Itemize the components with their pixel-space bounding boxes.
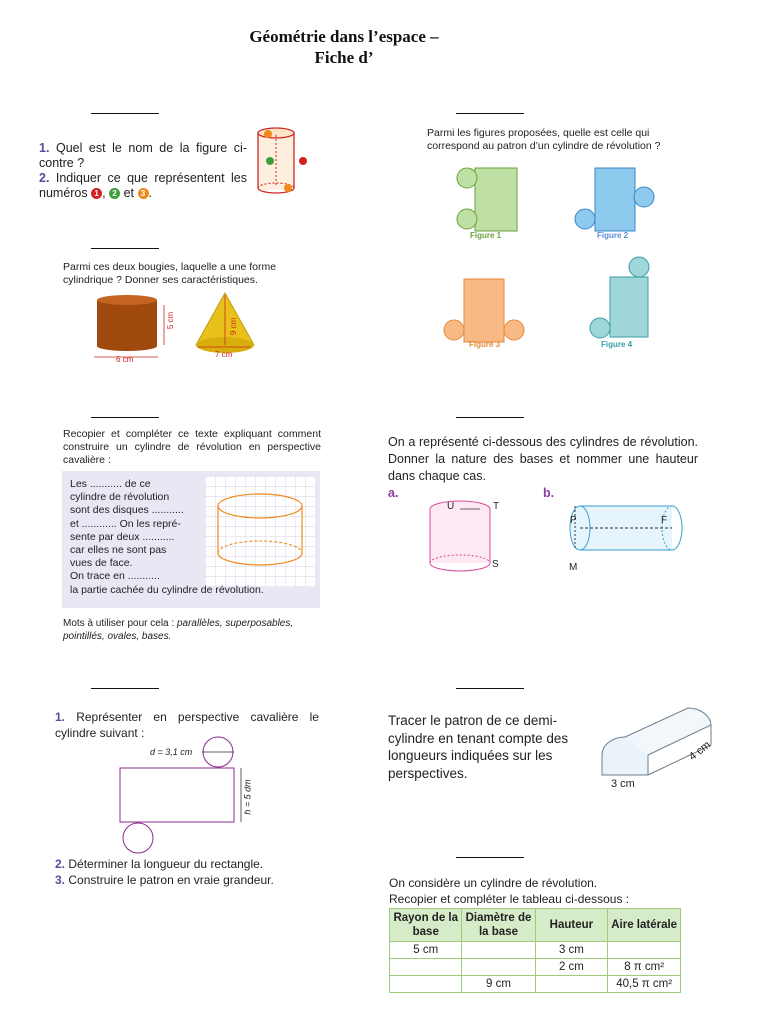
title-line-2: Fiche d’ [314,48,374,67]
dim-height-1: 5 cm [166,311,176,330]
exercise-3-text: Parmi ces deux bougies, laquelle a une forme cylindrique ? Donner ses caractéristiques. [63,261,277,286]
table-cell [390,959,462,976]
section-rule [456,113,524,114]
words-label: Mots à utiliser pour cela : [63,618,175,629]
section-rule [91,248,159,249]
point-p: P [570,515,577,526]
patterns-figure [425,158,685,354]
section-rule [456,417,524,418]
figure-3-label: Figure 3 [469,340,501,349]
fill-line: et ............ On les repré- [70,517,181,530]
table-cell [390,976,462,993]
point-t: T [493,501,500,512]
table-row [390,976,681,993]
exercise-7-text: Tracer le patron de ce demi-cylindre en tenant compte des longueurs indiquées sur les perspectives. [388,713,569,781]
label-b: b. [543,486,555,500]
label-a: a. [388,486,399,500]
half-cylinder-figure [598,700,718,780]
col-header: Diamètre de la base [462,909,535,942]
figure-1-label: Figure 1 [470,231,502,240]
table-row [390,959,681,976]
table-header-row [390,909,681,942]
fill-line: sente par deux ........... [70,530,175,543]
fill-line: la partie cachée du cylindre de révolution. [70,583,264,596]
exercise-4-intro: Recopier et compléter ce texte expliquant comment construire un cylindre de révolution en perspective cavalière : [63,428,321,466]
separator-et: et [123,186,135,200]
fill-line: car elles ne sont pas [70,544,167,557]
badge-2: 2 [109,188,120,199]
q2-text: Indiquer ce que représentent les numéros [39,171,247,200]
figure-2-label: Figure 2 [597,231,629,240]
table-cell [608,942,681,959]
table-cell: 5 cm [390,942,462,959]
section-rule [91,113,159,114]
data-table [389,908,681,993]
col-header: Rayon de la base [390,909,462,942]
fill-line: cylindre de révolution [70,491,170,504]
section-rule [91,417,159,418]
table-cell: 2 cm [535,959,608,976]
height-label: h = 5 dm [242,779,253,815]
table-cell: 40,5 π cm² [608,976,681,993]
table-cell: 8 π cm² [608,959,681,976]
dim-4cm: 4 cm [686,738,714,764]
cylinders-ab-figure [420,496,688,578]
page-title [0,26,688,68]
fill-line: vues de face. [70,557,133,570]
fill-in-text [70,478,325,597]
figure-4-label: Figure 4 [601,340,633,349]
exercise-8-line1: On considère un cylindre de révolution. [389,876,598,890]
point-f: F [661,515,668,526]
dim-width-1: 6 cm [116,355,134,364]
exercise-6-q3 [55,872,274,888]
exercise-2-text: Parmi les figures proposées, quelle est celle qui correspond au patron d’un cylindre de révolution ? [427,127,661,152]
diameter-label: d = 3,1 cm [150,747,193,757]
q3-text: Construire le patron en vraie grandeur. [68,873,274,887]
separator: . [148,186,152,200]
section-rule [91,688,159,689]
q2-number: 2. [55,857,66,871]
q1-text: Représenter en perspective cavalière le cylindre suivant : [55,710,319,740]
section-rule [456,688,524,689]
cylinder-figure [252,124,312,196]
words-list: parallèles, superposables, pointillés, ovales, bases. [63,618,294,642]
section-rule [456,857,524,858]
dim-height-2: 9 cm [229,317,239,336]
point-s: S [492,559,499,570]
badge-1: 1 [91,188,102,199]
table-cell [462,942,535,959]
q2-number: 2. [39,171,50,185]
exercise-8-line2: Recopier et compléter le tableau ci-dessous : [389,892,630,906]
table-cell [535,976,608,993]
fill-line: On trace en ........... [70,570,160,583]
table-cell [462,959,535,976]
point-u: U [447,501,455,512]
separator: , [102,186,106,200]
q1-number: 1. [39,141,50,155]
q1-text: Quel est le nom de la figure ci-contre ? [39,141,247,170]
table-cell: 9 cm [462,976,535,993]
dim-3cm: 3 cm [611,778,635,790]
q3-number: 3. [55,873,66,887]
exercise-6-q2 [55,856,263,872]
exercise-5-text: On a représenté ci-dessous des cylindres de révolution. Donner la nature des bases et nommer une hauteur dans chaque cas. [388,435,698,483]
title-line-1: Géométrie dans l’espace – [249,27,439,46]
exercise-1-text [39,141,247,201]
q2-text: Déterminer la longueur du rectangle. [68,857,264,871]
point-m: M [569,562,578,573]
col-header: Hauteur [535,909,608,942]
col-header: Aire latérale [608,909,681,942]
dim-width-2: 7 cm [215,350,233,359]
table-cell: 3 cm [535,942,608,959]
fill-line: sont des disques ........... [70,504,184,517]
badge-3: 3 [138,188,149,199]
words-to-use [63,617,325,643]
table-row [390,942,681,959]
q1-number: 1. [55,710,66,724]
fill-line: Les ........... de ce [70,478,151,490]
